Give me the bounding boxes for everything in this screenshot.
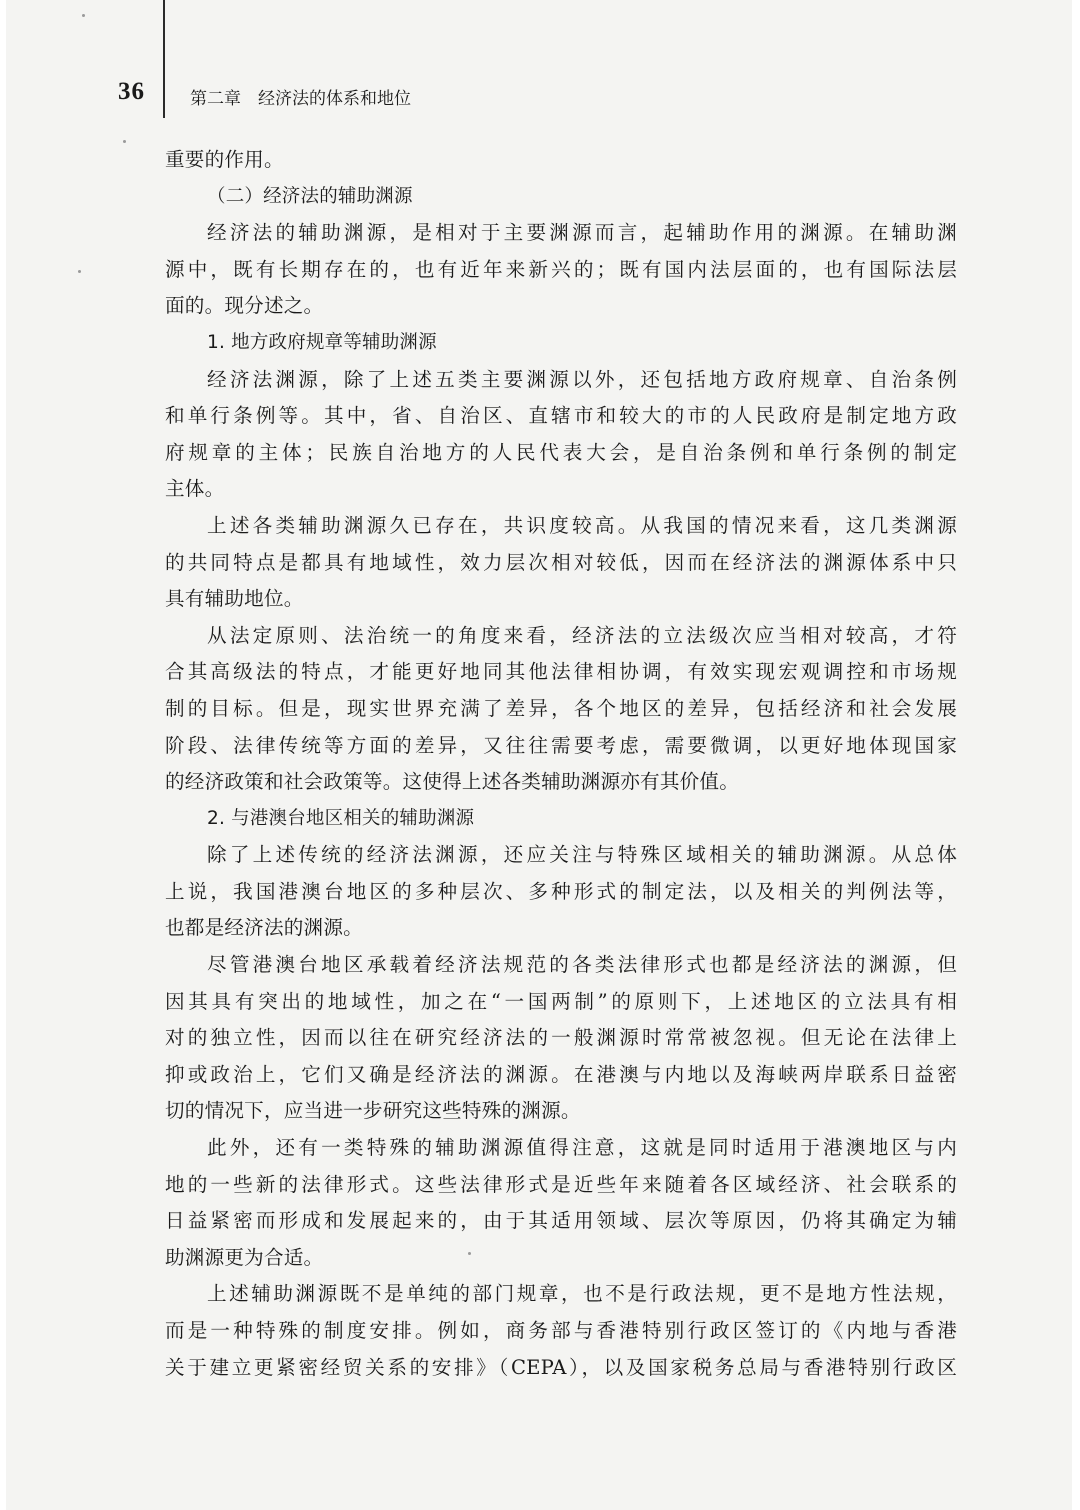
text-line: 源中，既有长期存在的，也有近年来新兴的；既有国内法层面的，也有国际法层 [165,257,957,281]
text-line: 制的目标。但是，现实世界充满了差异，各个地区的差异，包括经济和社会发展 [165,696,957,720]
text-line: 从法定原则、法治统一的角度来看，经济法的立法级次应当相对较高，才符 [207,623,957,647]
text-line: 面的。现分述之。 [165,294,324,318]
text-line: 重要的作用。 [165,148,284,171]
text-line: 主体。 [165,477,225,501]
text-line: 上述辅助渊源既不是单纯的部门规章，也不是行政法规，更不是地方性法规， [207,1282,957,1306]
header-vertical-rule [163,0,165,118]
scan-speck [78,270,81,273]
scan-speck [123,140,126,143]
text-line: 的经济政策和社会政策等。这使得上述各类辅助渊源亦有其价值。 [165,770,740,794]
text-line: 阶段、法律传统等方面的差异，又往往需要考虑，需要微调，以更好地体现国家 [165,733,957,757]
text-line: 府规章的主体；民族自治地方的人民代表大会，是自治条例和单行条例的制定 [165,440,957,464]
text-line: 尽管港澳台地区承载着经济法规范的各类法律形式也都是经济法的渊源，但 [207,953,957,977]
text-line: 此外，还有一类特殊的辅助渊源值得注意，这就是同时适用于港澳地区与内 [207,1136,957,1160]
scan-speck [82,14,85,17]
scan-left-margin [0,0,6,1510]
text-line: 经济法的辅助渊源，是相对于主要渊源而言，起辅助作用的渊源。在辅助渊 [207,221,957,245]
body-text [165,142,957,1386]
text-line: 抑或政治上，它们又确是经济法的渊源。在港澳与内地以及海峡两岸联系日益密 [165,1062,957,1086]
running-head: 第二章 经济法的体系和地位 [190,89,411,109]
text-line: 助渊源更为合适。 [165,1245,324,1269]
text-line: 除了上述传统的经济法渊源，还应关注与特殊区域相关的辅助渊源。从总体 [207,843,957,867]
text-line: 而是一种特殊的制度安排。例如，商务部与香港特别行政区签订的《内地与香港 [165,1319,957,1342]
text-line: 也都是经济法的渊源。 [165,916,363,940]
text-line: 的共同特点是都具有地域性，效力层次相对较低，因而在经济法的渊源体系中只 [165,550,957,574]
subsection-heading: 2. 与港澳台地区相关的辅助渊源 [207,807,475,829]
page-number: 36 [118,78,145,105]
text-line: 经济法渊源，除了上述五类主要渊源以外，还包括地方政府规章、自治条例 [207,367,957,391]
scan-right-margin [1072,0,1080,1510]
text-line: 合其高级法的特点，才能更好地同其他法律相协调，有效实现宏观调控和市场规 [165,660,957,684]
text-line: 关于建立更紧密经贸关系的安排》（CEPA），以及国家税务总局与香港特别行政区 [165,1355,957,1379]
scan-speck [468,1252,471,1255]
text-line: 具有辅助地位。 [165,587,304,611]
text-line: 日益紧密而形成和发展起来的，由于其适用领域、层次等原因，仍将其确定为辅 [165,1209,957,1233]
text-line: 和单行条例等。其中，省、自治区、直辖市和较大的市的人民政府是制定地方政 [165,404,957,428]
text-line: 切的情况下，应当进一步研究这些特殊的渊源。 [165,1099,581,1123]
subsection-heading: 1. 地方政府规章等辅助渊源 [207,331,437,353]
text-line: 因其具有突出的地域性，加之在“一国两制”的原则下，上述地区的立法具有相 [165,989,957,1013]
text-line: 上说，我国港澳台地区的多种层次、多种形式的制定法，以及相关的判例法等， [165,879,957,903]
text-line: 上述各类辅助渊源久已存在，共识度较高。从我国的情况来看，这几类渊源 [207,513,957,537]
section-heading: （二）经济法的辅助渊源 [207,185,413,207]
text-line: 对的独立性，因而以往在研究经济法的一般渊源时常常被忽视。但无论在法律上 [165,1026,957,1050]
text-line: 地的一些新的法律形式。这些法律形式是近些年来随着各区域经济、社会联系的 [165,1172,957,1196]
